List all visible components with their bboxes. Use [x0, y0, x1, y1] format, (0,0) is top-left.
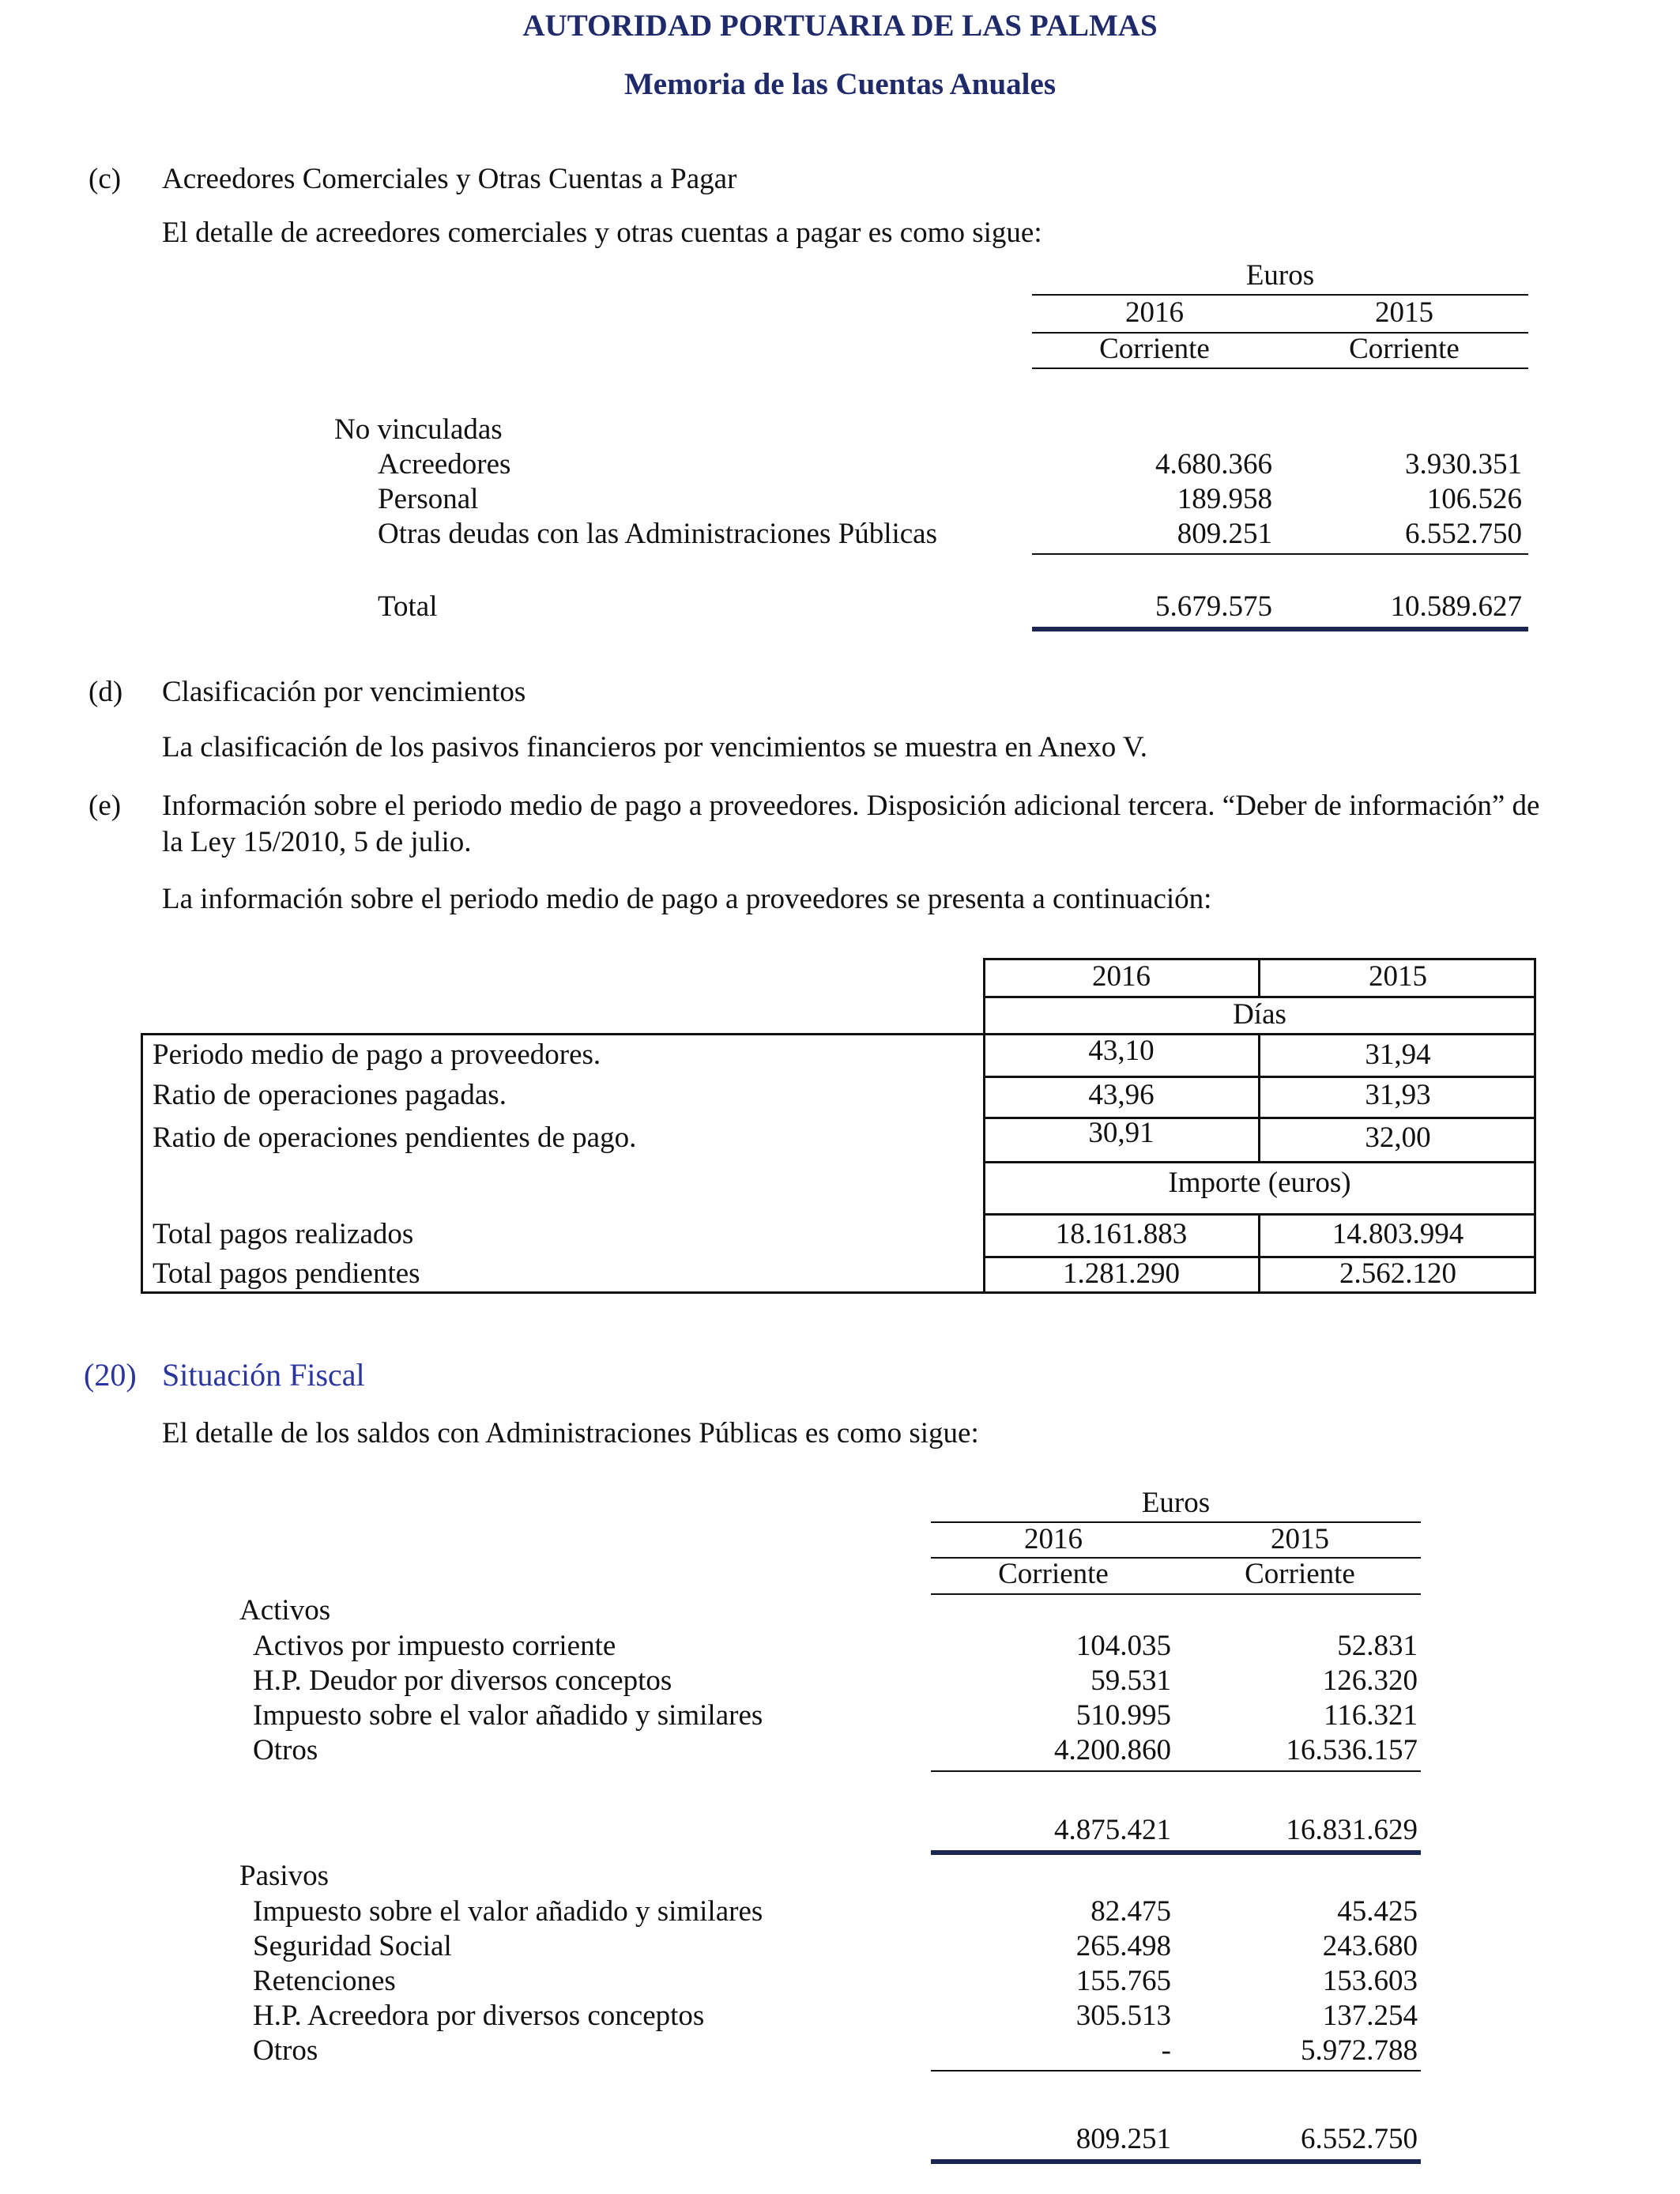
section-20-marker: (20)	[84, 1357, 137, 1393]
section-e-marker: (e)	[89, 790, 122, 822]
section-c-total-2015: 10.589.627	[1390, 590, 1522, 623]
activos-row-2015: 52.831	[1337, 1630, 1418, 1662]
payment-amount-2016: 18.161.883	[1055, 1218, 1188, 1250]
section-c-row-value-2015: 3.930.351	[1405, 448, 1522, 481]
pasivos-row-2015: 5.972.788	[1301, 2034, 1418, 2067]
payment-ratio-label: Ratio de operaciones pendientes de pago.	[153, 1122, 637, 1154]
section-c-row-value-2016: 809.251	[1177, 518, 1272, 550]
pasivos-row-label: H.P. Acreedora por diversos conceptos	[253, 2000, 705, 2032]
pasivos-row-2016: 265.498	[1075, 1930, 1171, 1962]
section-c-sub-2016: Corriente	[1099, 333, 1210, 365]
pasivos-row-2016: 305.513	[1075, 2000, 1171, 2032]
activos-row-2016: 4.200.860	[1054, 1734, 1171, 1766]
payment-ratio-label: Ratio de operaciones pagadas.	[153, 1079, 507, 1111]
activos-group-label: Activos	[239, 1594, 331, 1627]
activos-row-2015: 16.536.157	[1286, 1734, 1418, 1766]
section-20-currency-label: Euros	[1141, 1487, 1211, 1519]
payment-amount-label: Total pagos pendientes	[153, 1257, 420, 1290]
pasivos-row-2016: 155.765	[1075, 1965, 1171, 1997]
activos-row-2015: 116.321	[1324, 1699, 1418, 1732]
section-20-sub-2016: Corriente	[998, 1558, 1109, 1590]
pasivos-row-2015: 45.425	[1337, 1895, 1418, 1928]
payment-ratio-2016: 30,91	[1088, 1117, 1155, 1149]
payment-ratio-label: Periodo medio de pago a proveedores.	[153, 1039, 601, 1071]
section-20-sub-rule	[931, 1593, 1421, 1595]
section-d-text: La clasificación de los pasivos financieros por vencimientos se muestra en Anexo V.	[162, 731, 1148, 763]
payment-amount-label: Total pagos realizados	[153, 1218, 414, 1250]
section-c-row-value-2015: 6.552.750	[1405, 518, 1522, 550]
pasivos-group-label: Pasivos	[239, 1860, 330, 1892]
section-c-sub-rule	[1032, 368, 1528, 369]
activos-total-2015: 16.831.629	[1286, 1814, 1418, 1846]
pasivos-row-label: Seguridad Social	[253, 1930, 452, 1962]
document-subtitle: Memoria de las Cuentas Anuales	[624, 67, 1056, 101]
section-c-row-label: Personal	[378, 483, 479, 515]
section-c-row-label: Otras deudas con las Administraciones Públicas	[378, 518, 938, 550]
payment-table-importe-label: Importe (euros)	[1168, 1167, 1351, 1199]
section-c-row-value-2015: 106.526	[1426, 483, 1522, 515]
activos-row-2016: 104.035	[1075, 1630, 1171, 1662]
pasivos-total-2016: 809.251	[1075, 2123, 1171, 2155]
section-c-total-label: Total	[378, 590, 438, 623]
activos-total-rule	[931, 1850, 1421, 1855]
activos-row-label: H.P. Deudor por diversos conceptos	[253, 1664, 672, 1697]
payment-amount-2016: 1.281.290	[1063, 1257, 1180, 1290]
section-c-currency-label: Euros	[1245, 259, 1315, 292]
section-c-group-label: No vinculadas	[334, 413, 503, 446]
payment-ratio-2015: 32,00	[1365, 1122, 1431, 1154]
activos-subtotal-rule	[931, 1770, 1421, 1772]
section-c-year-2016: 2016	[1125, 296, 1184, 329]
pasivos-subtotal-rule	[931, 2070, 1421, 2071]
payment-table-dias-label: Días	[1233, 998, 1286, 1031]
pasivos-row-2015: 153.603	[1322, 1965, 1418, 1997]
section-c-row-value-2016: 189.958	[1177, 483, 1272, 515]
pasivos-row-2016: 82.475	[1090, 1895, 1171, 1928]
pasivos-total-rule	[931, 2159, 1421, 2164]
payment-table-year-2015: 2015	[1369, 960, 1427, 993]
pasivos-row-2015: 243.680	[1322, 1930, 1418, 1962]
activos-row-label: Activos por impuesto corriente	[253, 1630, 616, 1662]
organization-title: AUTORIDAD PORTUARIA DE LAS PALMAS	[522, 9, 1158, 43]
pasivos-row-label: Otros	[253, 2034, 318, 2067]
section-c-title: Acreedores Comerciales y Otras Cuentas a Pagar	[162, 163, 737, 195]
activos-row-label: Impuesto sobre el valor añadido y similares	[253, 1699, 763, 1732]
payment-ratio-2015: 31,93	[1365, 1079, 1431, 1111]
payment-table-year-2016: 2016	[1092, 960, 1151, 993]
section-20-year-2016: 2016	[1024, 1523, 1083, 1555]
payment-amount-2015: 2.562.120	[1339, 1257, 1456, 1290]
section-e-intro: La información sobre el periodo medio de pago a proveedores se presenta a continuación:	[162, 883, 1212, 915]
pasivos-row-label: Impuesto sobre el valor añadido y similares	[253, 1895, 763, 1928]
payment-ratio-2015: 31,94	[1365, 1039, 1431, 1071]
section-c-subtotal-rule	[1032, 553, 1528, 555]
pasivos-row-2015: 137.254	[1322, 2000, 1418, 2032]
section-e-title-line1: Información sobre el periodo medio de pago a proveedores. Disposición adicional tercera. “Deber de información” de	[162, 790, 1540, 822]
payment-amount-2015: 14.803.994	[1332, 1218, 1464, 1250]
section-c-marker: (c)	[89, 163, 122, 195]
section-c-row-label: Acreedores	[378, 448, 511, 481]
activos-total-2016: 4.875.421	[1054, 1814, 1171, 1846]
section-c-intro: El detalle de acreedores comerciales y otras cuentas a pagar es como sigue:	[162, 217, 1042, 249]
section-e-title-line2: la Ley 15/2010, 5 de julio.	[162, 826, 472, 858]
section-20-sub-2015: Corriente	[1245, 1558, 1355, 1590]
payment-ratio-2016: 43,96	[1088, 1079, 1155, 1111]
payment-table-label-divider	[983, 1033, 985, 1294]
activos-row-2016: 510.995	[1075, 1699, 1171, 1732]
section-20-year-2015: 2015	[1271, 1523, 1329, 1555]
section-c-sub-2015: Corriente	[1349, 333, 1460, 365]
pasivos-row-label: Retenciones	[253, 1965, 396, 1997]
payment-ratio-2016: 43,10	[1088, 1035, 1155, 1067]
section-20-intro: El detalle de los saldos con Administraciones Públicas es como sigue:	[162, 1417, 979, 1449]
section-c-total-2016: 5.679.575	[1155, 590, 1272, 623]
section-c-total-rule	[1032, 627, 1528, 631]
section-c-row-value-2016: 4.680.366	[1155, 448, 1272, 481]
pasivos-total-2015: 6.552.750	[1301, 2123, 1418, 2155]
section-d-title: Clasificación por vencimientos	[162, 676, 526, 708]
activos-row-2015: 126.320	[1322, 1664, 1418, 1697]
section-d-marker: (d)	[89, 676, 123, 708]
activos-row-2016: 59.531	[1090, 1664, 1171, 1697]
section-20-title: Situación Fiscal	[162, 1357, 365, 1393]
activos-row-label: Otros	[253, 1734, 318, 1766]
payment-table-ratio-rule-3	[983, 1161, 1536, 1163]
pasivos-row-2016: -	[1161, 2034, 1171, 2067]
section-c-year-2015: 2015	[1375, 296, 1433, 329]
